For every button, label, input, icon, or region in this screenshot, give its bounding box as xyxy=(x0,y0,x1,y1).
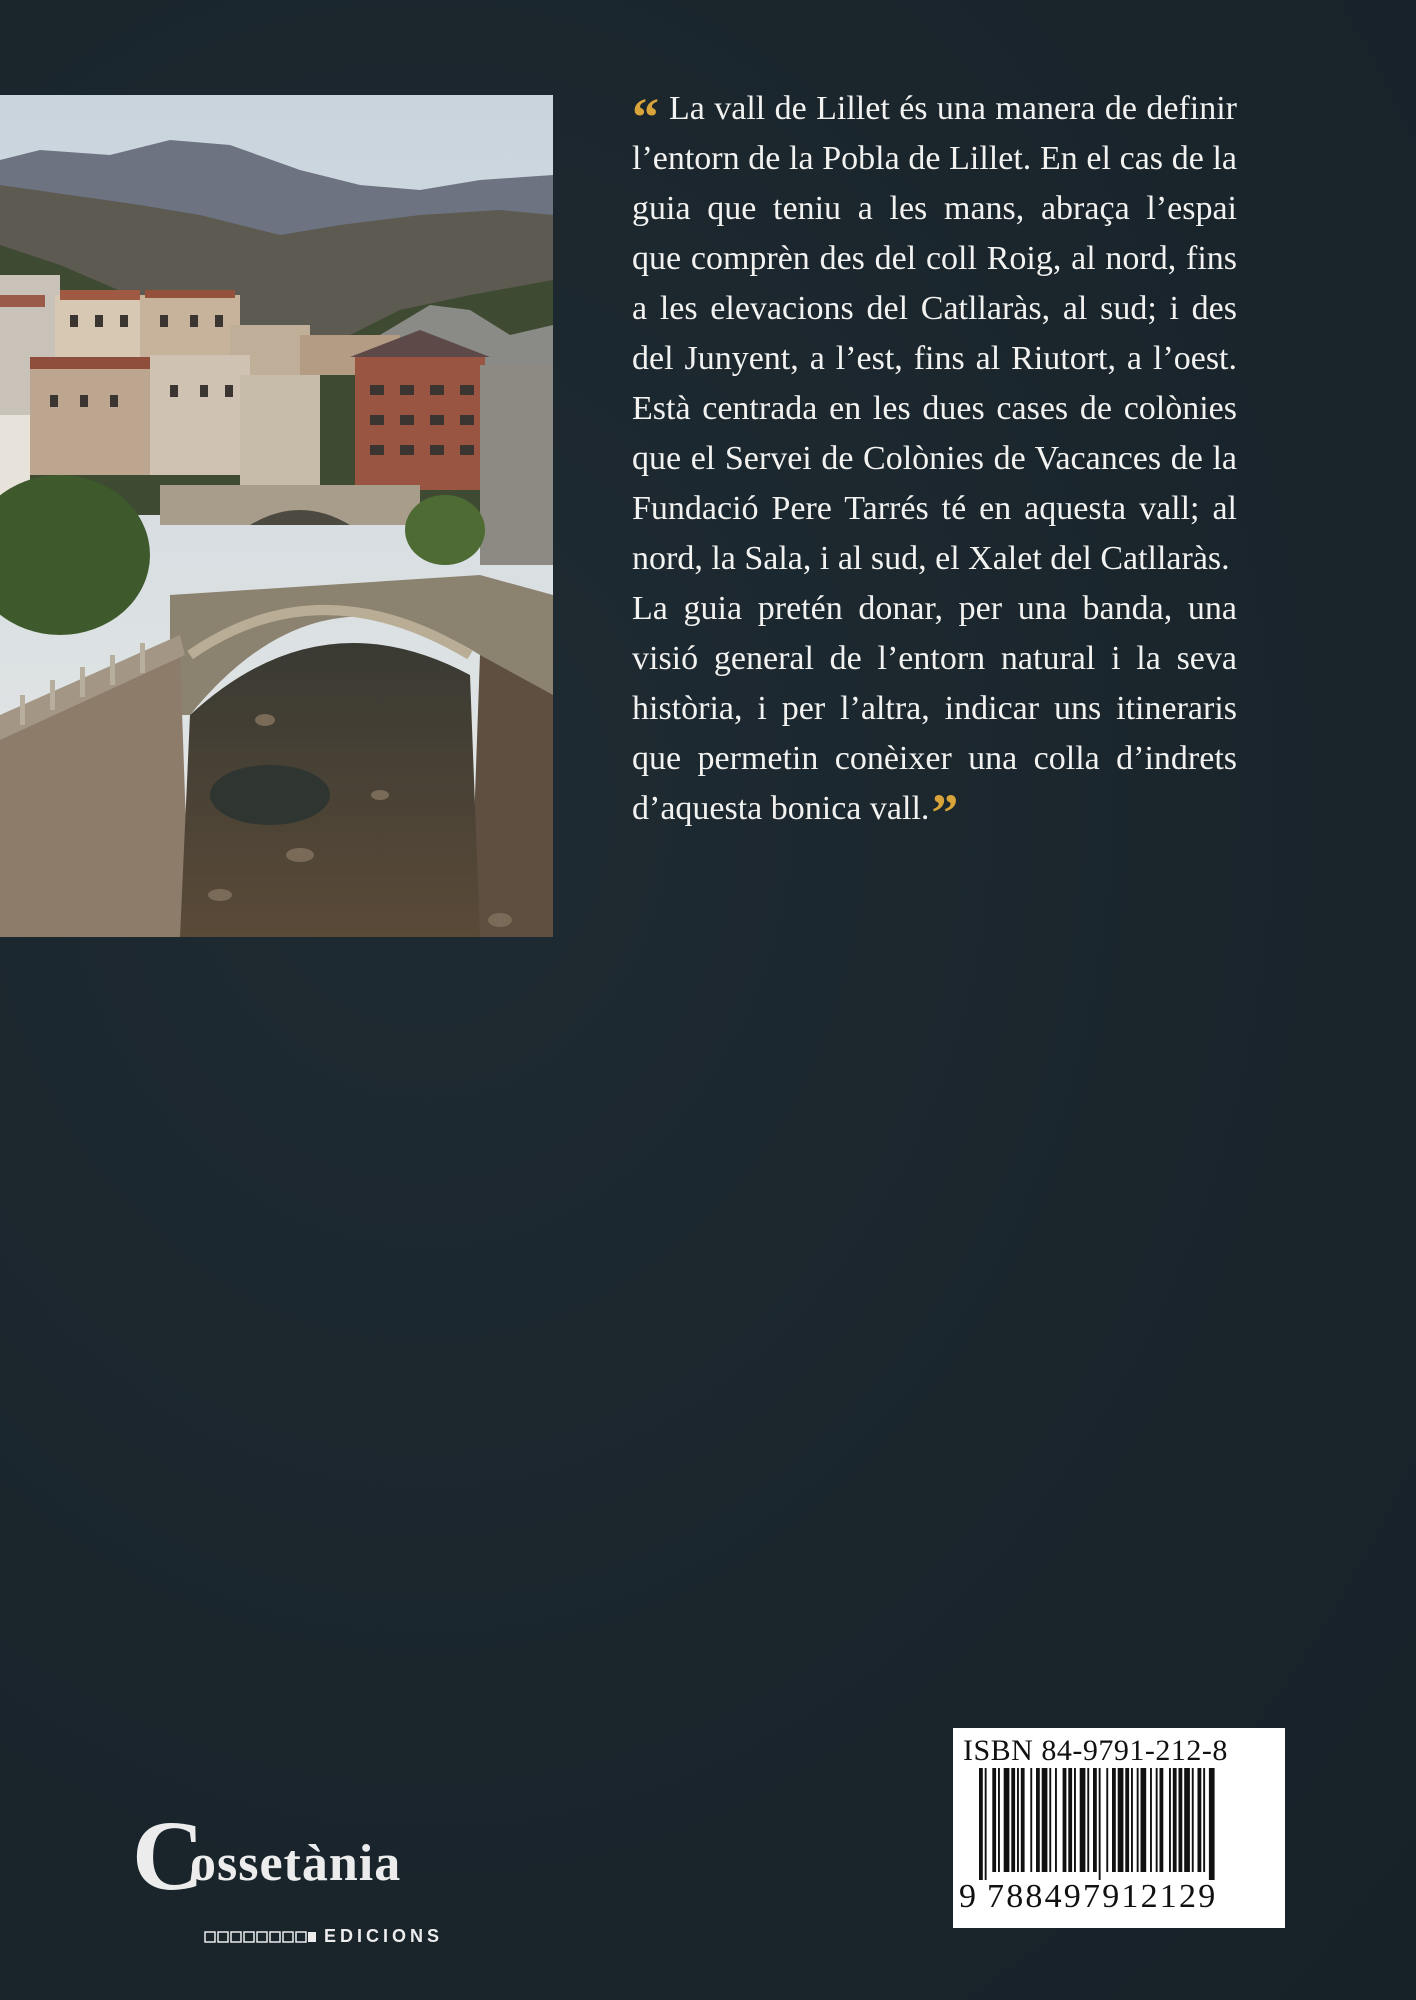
barcode-bar xyxy=(1169,1768,1171,1872)
barcode-bar xyxy=(1137,1768,1139,1872)
barcode-bar xyxy=(985,1768,987,1880)
barcode-bar xyxy=(1055,1768,1057,1872)
publisher-logo xyxy=(132,1800,462,1948)
barcode-bar xyxy=(1021,1768,1025,1872)
barcode-bar xyxy=(1068,1768,1072,1872)
publisher-logo-boxes xyxy=(204,1930,316,1944)
barcode-bar xyxy=(1156,1768,1158,1872)
barcode-bar xyxy=(1173,1768,1177,1872)
village-bridge-photo xyxy=(0,95,553,937)
barcode-bar xyxy=(1106,1768,1108,1872)
barcode-bar xyxy=(1049,1768,1051,1872)
barcode-bar xyxy=(1074,1768,1076,1872)
barcode-bar xyxy=(1179,1768,1183,1872)
barcode-bar xyxy=(1030,1768,1032,1872)
isbn-label: ISBN 84-9791-212-8 xyxy=(963,1734,1228,1767)
quote-paragraph-2-text: La guia pretén donar, per una banda, una visió general de l’entorn natural i la seva història, i per l’altra, indicar uns itineraris que permetin conèixer una colla d’indrets d’aquesta bonica vall. xyxy=(632,590,1237,827)
barcode-bar xyxy=(1042,1768,1048,1872)
barcode-bar xyxy=(1150,1768,1152,1872)
publisher-logo-initial: C xyxy=(132,1800,205,1911)
barcode-bar xyxy=(1004,1768,1010,1872)
barcode-bar xyxy=(1184,1768,1190,1872)
barcode-bar xyxy=(1017,1768,1019,1872)
barcode-bar xyxy=(1203,1768,1205,1872)
isbn-barcode xyxy=(953,1728,1285,1928)
barcode-bar xyxy=(1063,1768,1067,1872)
barcode-bar xyxy=(1087,1768,1089,1872)
ean-rest-digits: 788497912129 xyxy=(987,1878,1218,1915)
back-cover-quote xyxy=(632,84,1237,843)
barcode-bar xyxy=(979,1768,983,1880)
barcode-bar xyxy=(1112,1768,1116,1872)
barcode-bar xyxy=(1099,1768,1101,1880)
barcode-bar xyxy=(1125,1768,1129,1872)
publisher-sub: EDICIONS xyxy=(324,1926,444,1946)
barcode-bar xyxy=(1036,1768,1040,1872)
ean-first-digit: 9 xyxy=(959,1878,976,1915)
barcode-bar xyxy=(1118,1768,1124,1872)
barcode-bar xyxy=(1141,1768,1147,1872)
barcode-bar xyxy=(1093,1768,1097,1872)
barcode-bar xyxy=(1131,1768,1133,1872)
barcode-bar xyxy=(1011,1768,1015,1872)
quote-paragraph-1-text: La vall de Lillet és una manera de definir l’entorn de la Pobla de Lillet. En el cas de la guia que teniu a les mans, abraça l’espai que comprèn des del coll Roig, al nord, fins a les elevacions del Catllaràs, al sud; i des del Junyent, a l’est, fins al Riutort, a l’oest. Està centrada en les dues cases de colònies que el Servei de Colònies de Vacances de la Fundació Pere Tarrés té en aquesta vall; al nord, la Sala, i al sud, el Xalet del Catllaràs. xyxy=(632,90,1237,577)
quote-paragraph-2: La guia pretén donar, per una banda, una visió general de l’entorn natural i la seva història, i per l’altra, indicar uns itineraris que permetin conèixer una colla d’indrets d’aquesta bonica vall.” xyxy=(632,590,1237,843)
barcode-bar xyxy=(1160,1768,1164,1872)
publisher-name: ossetània xyxy=(190,1835,402,1892)
quote-paragraph-1: “ La vall de Lillet és una manera de definir l’entorn de la Pobla de Lillet. En el cas de la guia que teniu a les mans, abraça l’espai que comprèn des del coll Roig, al nord, fins a les elevacions del Catllaràs, al sud; i des del Junyent, a l’est, fins al Riutort, a l’oest. Està centrada en les dues cases de colònies que el Servei de Colònies de Vacances de la Fundació Pere Tarrés té en aquesta vall; al nord, la Sala, i al sud, el Xalet del Catllaràs. xyxy=(632,87,1237,577)
barcode-bar xyxy=(1192,1768,1194,1872)
barcode-bar xyxy=(998,1768,1000,1872)
barcode-bar xyxy=(1198,1768,1202,1872)
barcode-bar xyxy=(1080,1768,1086,1872)
barcode-bar xyxy=(992,1768,996,1872)
barcode-bars xyxy=(953,1768,1285,1880)
barcode-bar xyxy=(1209,1768,1215,1880)
cover-photo xyxy=(0,95,553,937)
